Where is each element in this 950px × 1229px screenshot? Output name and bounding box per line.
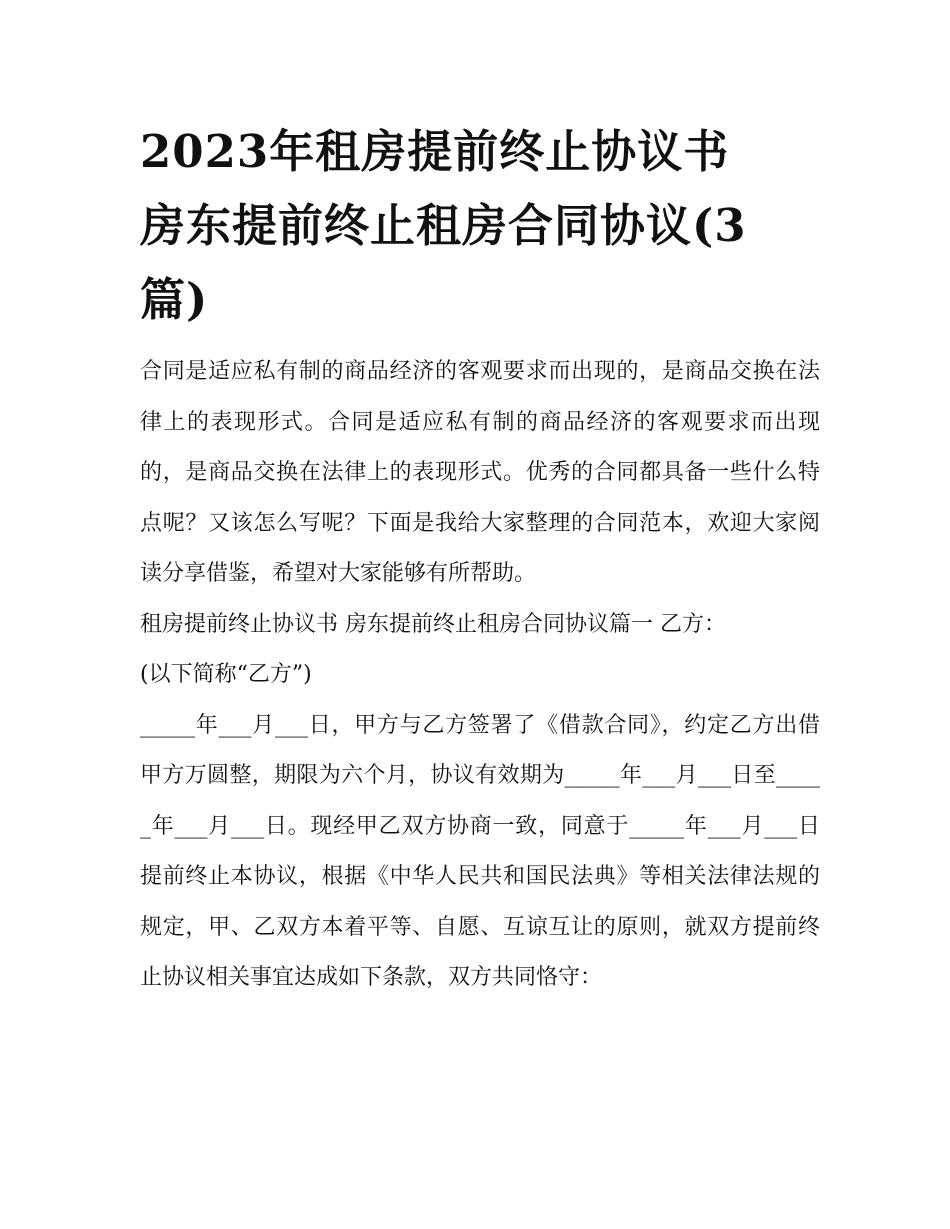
section-heading-paragraph: 租房提前终止协议书 房东提前终止租房合同协议篇一 乙方： (140, 611, 726, 637)
intro-paragraph: 合同是适应私有制的商品经济的客观要求而出现的，是商品交换在法律上的表现形式。合同是适应私有制的商品经济的客观要求而出现的，是商品交换在法律上的表现形式。优秀的合同都具备一些什么特点呢？又该怎么写呢？下面是我给大家整理的合同范本，欢迎大家阅读分享借鉴，希望对大家能够有所帮助。 (140, 359, 820, 586)
party-b-note-paragraph: (以下简称“乙方”) (140, 662, 312, 687)
title-line-2: 房东提前终止租房合同协议(3 (140, 199, 747, 252)
title-line-1: 2023年租房提前终止协议书 (140, 125, 730, 178)
document-title (140, 115, 820, 337)
title-line-3: 篇) (140, 273, 209, 326)
agreement-body-paragraph: _____年___月___日，甲方与乙方签署了《借款合同》，约定乙方出借甲方万圆整，期限为六个月，协议有效期为_____年___月___日至_____年___月___日。现经甲乙双方协商一致，同意于_____年___月___日提前终止本协议，根据《中华人民共和国民法典》等相关法律法规的规定，甲、乙双方本着平等、自愿、互谅互让的原则，就双方提前终止协议相关事宜达成如下条款，双方共同恪守： (140, 712, 820, 990)
document-page (140, 115, 820, 1004)
